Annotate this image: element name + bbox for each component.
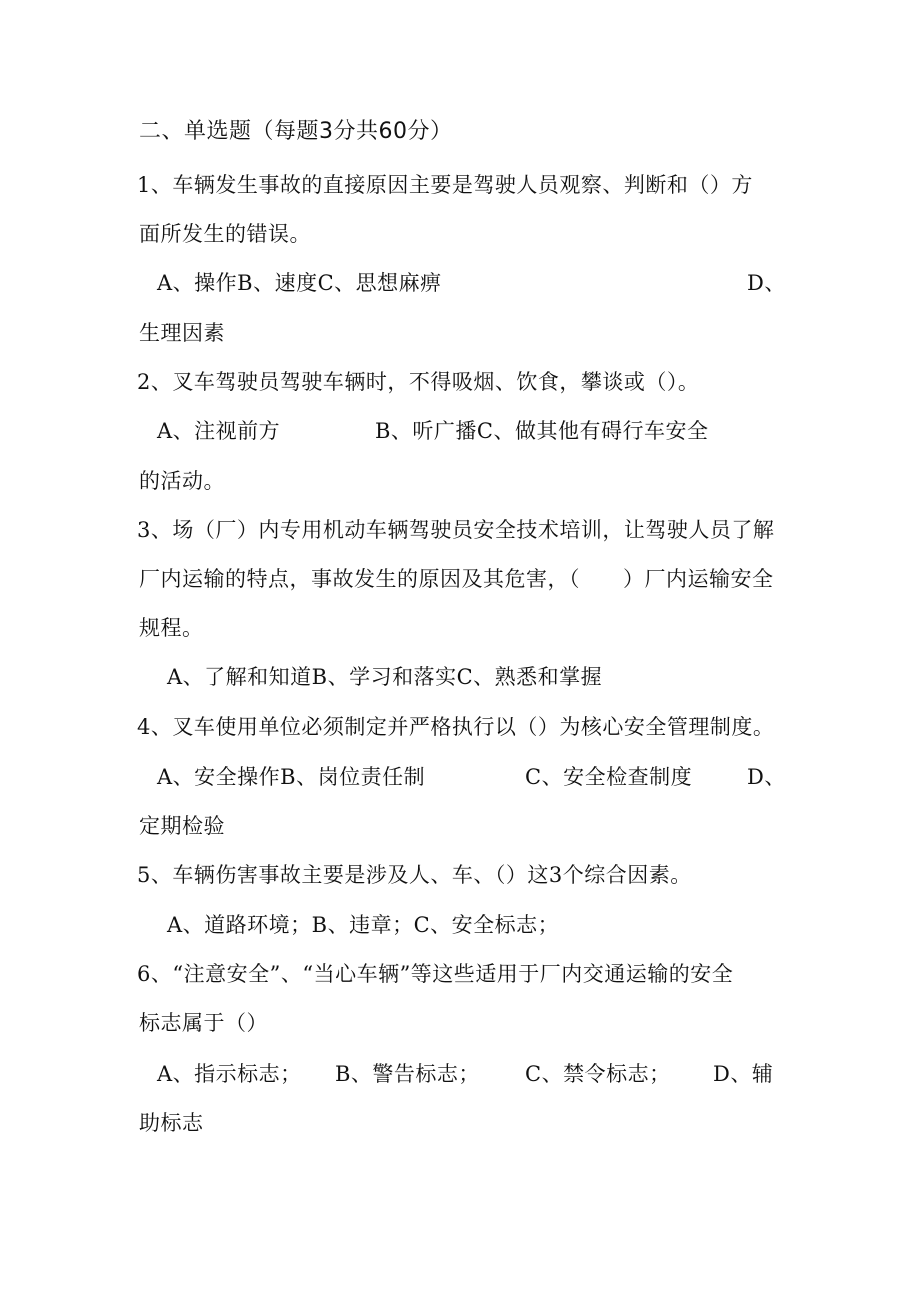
question-3-line-2: 厂内运输的特点，事故发生的原因及其危害，（ ）厂内运输安全 [139, 567, 774, 591]
question-1-option-d: D、 [747, 271, 786, 295]
question-4-option-c: C、安全检查制度 [525, 765, 693, 789]
question-3-options: A、了解和知道B、学习和落实C、熟悉和掌握 [167, 665, 603, 689]
question-2-line-1: 2、叉车驾驶员驾驶车辆时，不得吸烟、饮食，攀谈或（）。 [137, 370, 700, 394]
question-6-option-d-text: 助标志 [139, 1111, 204, 1135]
question-1-options: A、操作B、速度C、思想麻痹 [157, 271, 442, 295]
question-6-option-c: C、禁令标志； [525, 1062, 671, 1086]
question-1-line-1: 1、车辆发生事故的直接原因主要是驾驶人员观察、判断和（）方 [137, 173, 753, 197]
question-6-line-1: 6、“注意安全”、“当心车辆”等这些适用于厂内交通运输的安全 [137, 962, 734, 986]
question-1-option-d-text: 生理因素 [139, 321, 225, 345]
question-6-option-d: D、辅 [713, 1062, 774, 1086]
question-2-option-a: A、注视前方 [157, 419, 281, 443]
question-6-line-2: 标志属于（） [139, 1011, 268, 1035]
question-6-option-b: B、警告标志； [335, 1062, 480, 1086]
question-5-line-1: 5、车辆伤害事故主要是涉及人、车、（）这3个综合因素。 [137, 863, 692, 887]
question-4-option-d-text: 定期检验 [139, 814, 225, 838]
question-3-line-3: 规程。 [139, 616, 204, 640]
question-4-line-1: 4、叉车使用单位必须制定并严格执行以（）为核心安全管理制度。 [137, 715, 775, 739]
question-2-option-c-cont: 的活动。 [139, 469, 225, 493]
question-6-option-a: A、指示标志； [157, 1062, 302, 1086]
question-1-line-2: 面所发生的错误。 [139, 222, 311, 246]
question-4-option-a-b: A、安全操作B、岗位责任制 [157, 765, 426, 789]
question-4-option-d: D、 [747, 765, 786, 789]
question-5-options: A、道路环境；B、违章；C、安全标志； [167, 913, 560, 937]
question-2-option-b-c: B、听广播C、做其他有碍行车安全 [375, 419, 709, 443]
section-title: 二、单选题（每题3分共60分） [139, 119, 453, 144]
question-3-line-1: 3、场（厂）内专用机动车辆驾驶员安全技术培训，让驾驶人员了解 [137, 518, 775, 542]
